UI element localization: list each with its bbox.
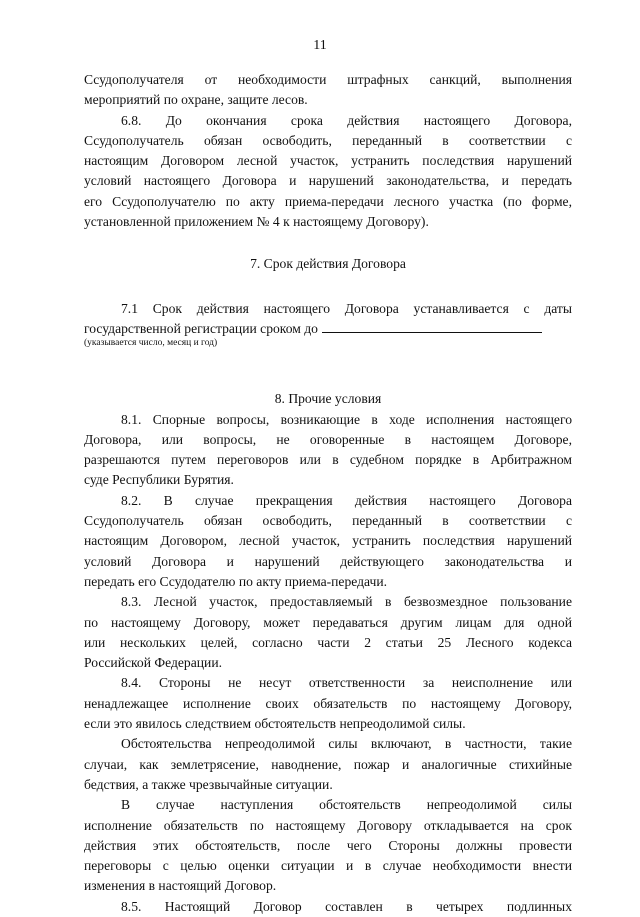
text-line: по настоящему Договору, может передаваться другим лицам для одной <box>84 614 572 630</box>
text-line: случаи, как землетрясение, наводнение, пожар и аналогичные стихийные <box>84 756 572 772</box>
text-line: мероприятий по охране, защите лесов. <box>84 92 308 108</box>
text-line: Обстоятельства непреодолимой силы включают, в частности, такие <box>121 736 572 752</box>
text-line: настоящим Договором, лесной участок, устранить последствия нарушений <box>84 533 572 549</box>
text-line: условий настоящего Договора и нарушений законодательства, и передать <box>84 173 572 189</box>
clause-8-5 <box>84 897 572 917</box>
text-line: 7.1 Срок действия настоящего Договора устанавливается с даты <box>121 300 572 316</box>
text-line: если это явилось следствием обстоятельств непреодолимой силы. <box>84 716 466 732</box>
text-line: 8.1. Спорные вопросы, возникающие в ходе исполнения настоящего <box>121 411 572 427</box>
text-line: ненадлежащее исполнение своих обязательств по настоящему Договору, <box>84 695 572 711</box>
clause-8-3 <box>84 592 572 673</box>
text-line: 8.5. Настоящий Договор составлен в четырех подлинных <box>121 898 572 914</box>
page-number: 11 <box>313 38 327 53</box>
text-line: Ссудополучатель обязан освободить, переданный в соответствии с <box>84 513 572 529</box>
force-majeure-definition <box>84 734 572 795</box>
text-line: установленной приложением № 4 к настоящему Договору). <box>84 214 429 230</box>
text-line: переговоры с целью оценки ситуации и в случае необходимости внести <box>84 858 572 874</box>
text-line: 8.4. Стороны не несут ответственности за неисполнение или <box>121 675 572 691</box>
text-line: его Ссудополучателю по акту приема-передачи лесного участка (по форме, <box>84 193 572 209</box>
text-line: действия этих обстоятельств, после чего Стороны должны провести <box>84 837 572 853</box>
text-line: В случае наступления обстоятельств непреодолимой силы <box>121 797 572 813</box>
clause-8-4 <box>84 673 572 734</box>
text-line: 6.8. До окончания срока действия настоящего Договора, <box>121 112 572 128</box>
section-7-title: 7. Срок действия Договора <box>250 256 406 272</box>
text-line: исполнение обязательств по настоящему Договору откладывается на срок <box>84 817 572 833</box>
paragraph-fragment-top <box>84 70 572 111</box>
date-blank-field <box>322 319 542 333</box>
clause-6-8 <box>84 111 572 233</box>
text-line <box>84 319 572 339</box>
text-line: Ссудополучатель обязан освободить, переданный в соответствии с <box>84 132 572 148</box>
document-body <box>84 70 572 917</box>
text-line: или нескольких целей, согласно части 2 статьи 25 Лесного кодекса <box>84 634 572 650</box>
text-line: суде Республики Бурятия. <box>84 472 234 488</box>
clause-7-1 <box>84 299 572 350</box>
text-line: изменения в настоящий Договор. <box>84 878 277 894</box>
text-line: передать его Ссудодателю по акту приема-передачи. <box>84 573 388 589</box>
text-line: Договора, или вопросы, не оговоренные в настоящем Договоре, <box>84 431 572 447</box>
text-line: разрешаются путем переговоров или в судебном порядке в Арбитражном <box>84 452 572 468</box>
clause-8-2 <box>84 491 572 592</box>
text-line: бедствия, а также чрезвычайные ситуации. <box>84 776 333 792</box>
text-line: настоящим Договором лесной участок, устранить последствия нарушений <box>84 153 572 169</box>
text-line: 8.3. Лесной участок, предоставляемый в безвозмездное пользование <box>121 594 572 610</box>
text-fragment: государственной регистрации сроком до <box>84 320 318 336</box>
clause-8-1 <box>84 410 572 491</box>
force-majeure-consequences <box>84 795 572 896</box>
text-line: условий Договора и нарушений действующего законодательства и <box>84 553 572 569</box>
section-8-title: 8. Прочие условия <box>274 391 382 407</box>
date-field-hint: (указывается число, месяц и год) <box>84 338 218 349</box>
text-line: Российской Федерации. <box>84 655 222 671</box>
text-line: 8.2. В случае прекращения действия настоящего Договора <box>121 492 572 508</box>
text-line: Ссудополучателя от необходимости штрафных санкций, выполнения <box>84 72 572 87</box>
